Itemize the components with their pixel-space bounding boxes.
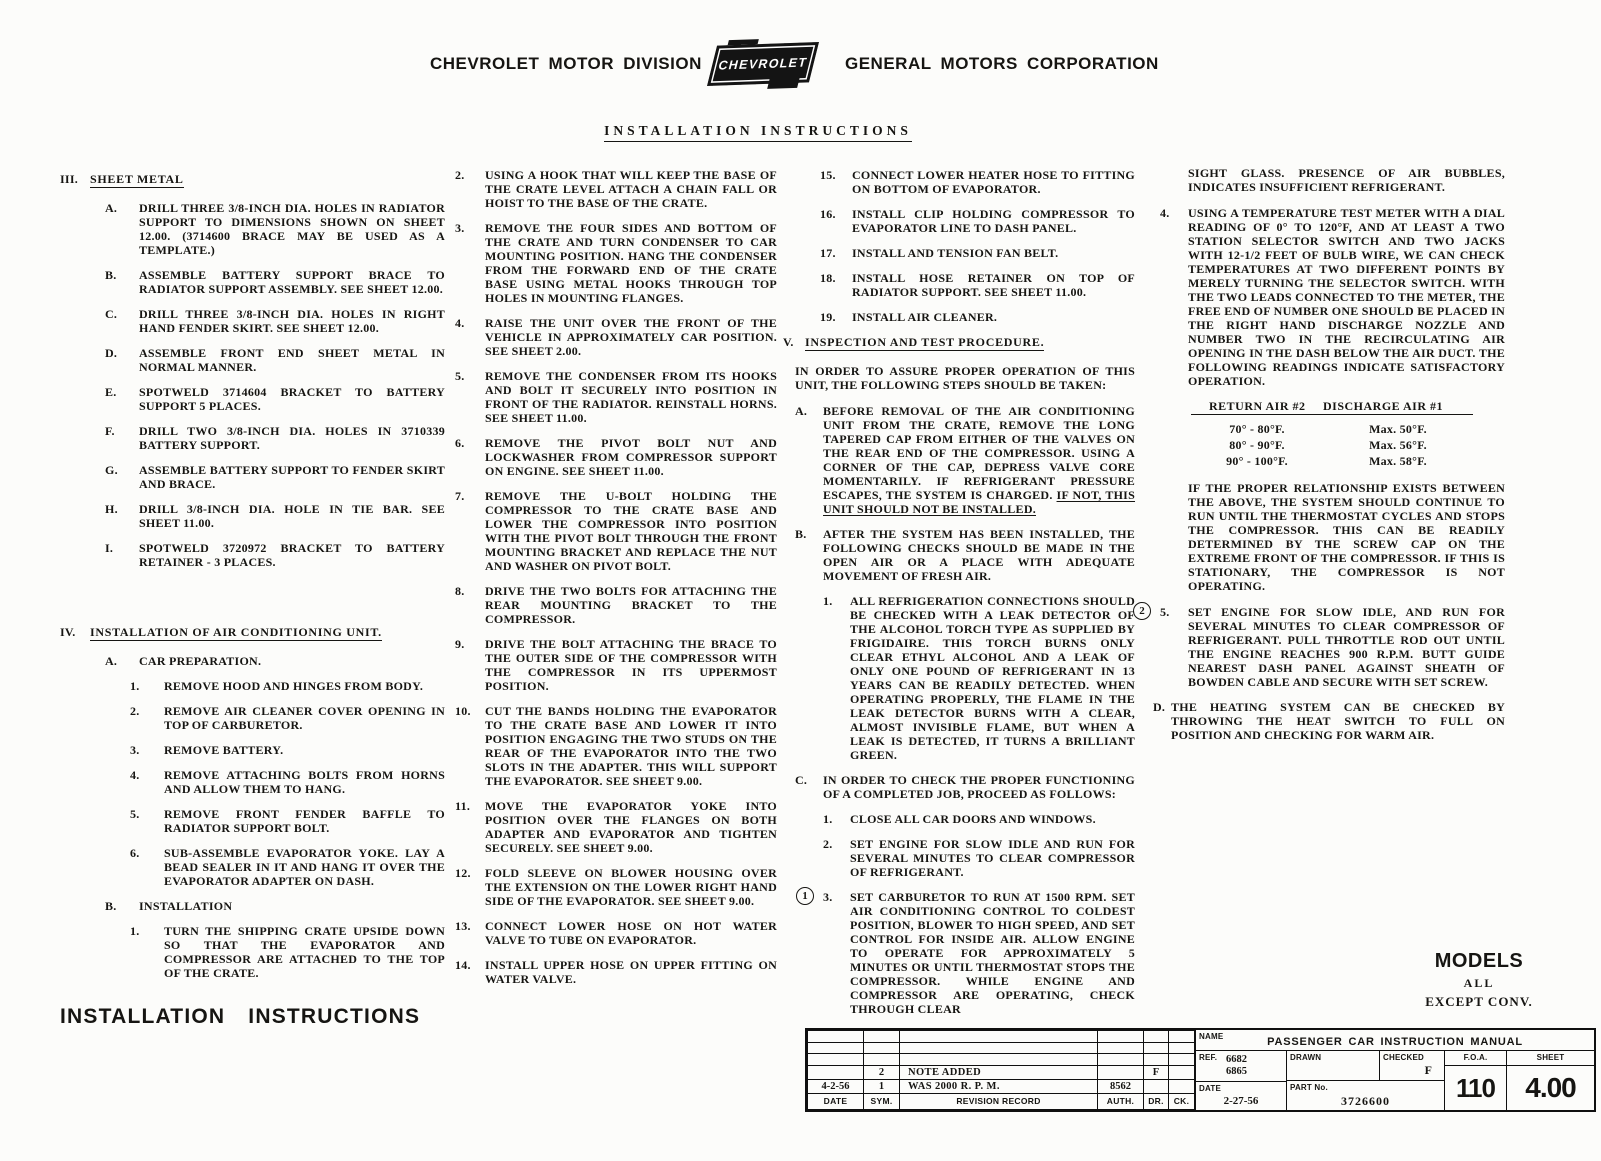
- item-label: 17.: [820, 246, 836, 260]
- item-text: ALL REFRIGERATION CONNECTIONS SHOULD BE CHECKED WITH A LEAK DETECTOR OF THE ALCOHOL TORCH TYPE AS SUPPLIED BY FRIGIDAIRE. THIS TORCH BURNS ONLY CLEAR ETHYL ALCOHOL AND A LEAK OF ONLY ONE POUND OF REFRIGERANT IN 13 YEARS CAN BE READILY DETECTED. WHEN OPERATING PROPERLY, THE FLAME IN THE LEAK DETECTOR BURNS WITH A CLEAR, ALMOST INVISIBLE FLAME, BUT WHEN A LEAK IS DETECTED, IT TURNS A BRILLIANT GREEN.: [850, 594, 1135, 762]
- item-label: 7.: [455, 489, 465, 503]
- item-label: 5.: [130, 807, 140, 821]
- item-label: 6.: [130, 846, 140, 860]
- list-item: [795, 404, 1135, 516]
- paragraph: IF THE PROPER RELATIONSHIP EXISTS BETWEEN THE ABOVE, THE SYSTEM SHOULD CONTINUE TO RUN UNTIL THE THERMOSTAT CYCLES AND STOPS THE COMPRESSOR. THIS CAN BE READILY DETERMINED BY THE SCREW CAP ON THE EXTREME FRONT OF THE COMPRESSOR. IF THIS IS STATIONARY, THE COMPRESSOR IS NOT OPERATING.: [1188, 481, 1505, 593]
- item-label: 5.: [455, 369, 465, 383]
- section-number: III.: [60, 172, 79, 186]
- drawn-label: DRAWN: [1290, 1053, 1322, 1062]
- list-item: [455, 584, 777, 626]
- item-label: D.: [105, 346, 118, 360]
- drawn-part-column: [1286, 1051, 1444, 1110]
- empty-cell: [864, 1054, 900, 1066]
- column-1: [60, 172, 445, 991]
- list-item: [1160, 206, 1505, 388]
- subsection-car-preparation: [105, 654, 445, 668]
- item-label: 13.: [455, 919, 471, 933]
- continuation-text: SIGHT GLASS. PRESENCE OF AIR BUBBLES, INDICATES INSUFFICIENT REFRIGERANT.: [1188, 166, 1505, 194]
- item-label: 2.: [823, 837, 833, 851]
- list-item: [105, 502, 445, 530]
- item-text: SPOTWELD 3714604 BRACKET TO BATTERY SUPPORT 5 PLACES.: [139, 385, 445, 413]
- item-label: 6.: [455, 436, 465, 450]
- item-label: 4.: [1160, 206, 1170, 220]
- item-text: RAISE THE UNIT OVER THE FRONT OF THE VEHICLE IN APPROXIMATELY CAR POSITION. SEE SHEET 2.00.: [485, 316, 777, 358]
- list-item: [820, 207, 1135, 235]
- return-air-value: 80° - 90°F.: [1229, 438, 1285, 452]
- item-text: REMOVE AIR CLEANER COVER OPENING IN TOP OF CARBURETOR.: [164, 704, 445, 732]
- empty-cell: [1169, 1054, 1195, 1066]
- header-sym: SYM.: [864, 1093, 900, 1109]
- item-label: 14.: [455, 958, 471, 972]
- list-item: [130, 807, 445, 835]
- ref-values: [1226, 1054, 1247, 1078]
- item-label: 15.: [820, 168, 836, 182]
- list-item: [105, 346, 445, 374]
- revision-row: [808, 1066, 1195, 1080]
- list-item: [130, 924, 445, 980]
- list-item: [795, 773, 1135, 801]
- list-item: [455, 436, 777, 478]
- list-item: [455, 489, 777, 573]
- item-text: CONNECT LOWER HOSE ON HOT WATER VALVE TO TUBE ON EVAPORATOR.: [485, 919, 777, 947]
- list-item: [105, 268, 445, 296]
- item-text: IN ORDER TO CHECK THE PROPER FUNCTIONING OF A COMPLETED JOB, PROCEED AS FOLLOWS:: [823, 773, 1135, 801]
- page-title: INSTALLATION INSTRUCTIONS: [604, 123, 912, 142]
- sheet-value: 4.00: [1525, 1072, 1576, 1103]
- item-text: AFTER THE SYSTEM HAS BEEN INSTALLED, THE FOLLOWING CHECKS SHOULD BE MADE IN THE OPEN AIR OR A PLACE WITH ADEQUATE MOVEMENT OF FRESH AIR.: [823, 527, 1135, 583]
- page-title-wrap: [0, 122, 1516, 142]
- item-label: D.: [1153, 700, 1166, 714]
- section-number: V.: [783, 335, 794, 349]
- list-item: [455, 919, 777, 947]
- corporation-title: GENERAL MOTORS CORPORATION: [845, 54, 1159, 73]
- date-cell: [1196, 1082, 1286, 1110]
- item-label: B.: [795, 527, 807, 541]
- item-label: A.: [105, 654, 118, 668]
- column-3: [783, 168, 1135, 1027]
- item-label: 4.: [130, 768, 140, 782]
- item-text: REMOVE BATTERY.: [164, 743, 284, 757]
- empty-cell: [864, 1042, 900, 1054]
- empty-cell: [1098, 1054, 1144, 1066]
- empty-cell: [808, 1054, 864, 1066]
- item-text: INSTALL UPPER HOSE ON UPPER FITTING ON WATER VALVE.: [485, 958, 777, 986]
- item-text: REMOVE THE FOUR SIDES AND BOTTOM OF THE CRATE AND TURN CONDENSER TO CAR MOUNTING POSITION. HANG THE CONDENSER FROM THE FORWARD END OF THE CRATE BASE USING METAL HOOKS THROUGH TOP HOLES IN MOUNTING FLANGES.: [485, 221, 777, 305]
- list-item: [105, 307, 445, 335]
- empty-cell: [1169, 1031, 1195, 1043]
- item-text: USING A TEMPERATURE TEST METER WITH A DIAL READING OF 0° TO 120°F, AND AT LEAST A TWO STATION SELECTOR SWITCH AND TWO JACKS WITH 12-1/2 FEET OF BULB WIRE, WE CAN CHECK TEMPERATURES AT TWO DIFFERENT POINTS BY MERELY TURNING THE SELECTOR SWITCH. WITH THE TWO LEADS CONNECTED TO THE METER, THE FREE END OF NUMBER ONE SHOULD BE PLACED IN THE RIGHT HAND DISCHARGE NOZZLE AND NUMBER TWO IN THE RECIRCULATING AIR OPENING IN THE DASH BELOW THE AIR DUCT. THE FOLLOWING READINGS INDICATE SATISFACTORY OPERATION.: [1188, 206, 1505, 388]
- item-text: THE HEATING SYSTEM CAN BE CHECKED BY THROWING THE HEAT SWITCH TO FULL ON POSITION AND CHECKING FOR WARM AIR.: [1171, 700, 1505, 742]
- empty-cell: [808, 1031, 864, 1043]
- revision-sym: 1: [864, 1080, 900, 1094]
- foa-value: 110: [1456, 1072, 1495, 1103]
- item-label: 11.: [455, 799, 471, 813]
- return-air-header: RETURN AIR #2: [1209, 399, 1306, 413]
- sheet-label: SHEET: [1507, 1051, 1594, 1066]
- section-title: INSPECTION AND TEST PROCEDURE.: [805, 335, 1045, 349]
- item-label: 3.: [130, 743, 140, 757]
- item-label: A.: [105, 201, 118, 215]
- date-value: 2-27-56: [1223, 1094, 1259, 1107]
- part-number-cell: [1287, 1081, 1444, 1110]
- table-row: [1191, 438, 1491, 452]
- ref-label: REF.: [1199, 1053, 1218, 1062]
- revision-mark-circle: 2: [1133, 602, 1151, 620]
- item-label: C.: [105, 307, 118, 321]
- list-item: [823, 594, 1135, 762]
- chevrolet-logo-text: CHEVROLET: [707, 42, 819, 86]
- revision-sym: 2: [864, 1066, 900, 1080]
- title-block: [805, 1028, 1596, 1112]
- item-text: CONNECT LOWER HEATER HOSE TO FITTING ON BOTTOM OF EVAPORATOR.: [852, 168, 1135, 196]
- list-item: [823, 812, 1135, 826]
- header-record: REVISION RECORD: [900, 1093, 1098, 1109]
- discharge-air-value: Max. 50°F.: [1369, 422, 1427, 436]
- header-date: DATE: [808, 1093, 864, 1109]
- section-inspection-test-procedure: [783, 335, 1135, 351]
- revision-record-table: [807, 1030, 1195, 1110]
- item-label: 5.: [1160, 605, 1170, 619]
- empty-cell: [1144, 1031, 1169, 1043]
- item-text: DRILL 3/8-INCH DIA. HOLE IN TIE BAR. SEE SHEET 11.00.: [139, 502, 445, 530]
- header-ck: CK.: [1169, 1093, 1195, 1109]
- empty-cell: [900, 1054, 1098, 1066]
- list-item: [455, 369, 777, 425]
- item-label: 4.: [455, 316, 465, 330]
- item-label: 18.: [820, 271, 836, 285]
- item-text: FOLD SLEEVE ON BLOWER HOUSING OVER THE EXTENSION ON THE LOWER RIGHT HAND SIDE OF THE EVAPORATOR. SEE SHEET 9.00.: [485, 866, 777, 908]
- item-text: INSTALL HOSE RETAINER ON TOP OF RADIATOR SUPPORT. SEE SHEET 11.00.: [852, 271, 1135, 299]
- return-air-value: 90° - 100°F.: [1226, 454, 1288, 468]
- empty-cell: [1169, 1042, 1195, 1054]
- manual-name: PASSENGER CAR INSTRUCTION MANUAL: [1267, 1036, 1523, 1048]
- list-item: [105, 385, 445, 413]
- foa-label: F.O.A.: [1445, 1051, 1506, 1066]
- column-2: [455, 168, 777, 997]
- table-header-row: [1191, 399, 1491, 415]
- item-text: REMOVE ATTACHING BOLTS FROM HORNS AND ALLOW THEM TO HANG.: [164, 768, 445, 796]
- list-item: [130, 679, 445, 693]
- item-text: CUT THE BANDS HOLDING THE EVAPORATOR TO THE CRATE BASE AND LOWER IT INTO POSITION ENGAGING THE TWO STUDS ON THE REAR OF THE EVAPORATOR INTO THE TWO SLOTS IN THE ADAPTER. THIS WILL SUPPORT THE EVAPORATOR. SEE SHEET 9.00.: [485, 704, 777, 788]
- item-label: 1.: [823, 594, 833, 608]
- section-sheet-metal: [60, 172, 445, 188]
- header-auth: AUTH.: [1098, 1093, 1144, 1109]
- item-text-underlined: IF NOT, THIS UNIT SHOULD NOT BE INSTALLED.: [823, 488, 1136, 516]
- item-label: A.: [795, 404, 808, 418]
- chevrolet-bowtie-logo-icon: [711, 42, 814, 86]
- column-4: [1139, 166, 1505, 753]
- item-text: ASSEMBLE BATTERY SUPPORT BRACE TO RADIATOR SUPPORT ASSEMBLY. SEE SHEET 12.00.: [139, 268, 445, 296]
- item-label: E.: [105, 385, 117, 399]
- list-item: [130, 846, 445, 888]
- table-row: [1191, 454, 1491, 468]
- item-text: SET ENGINE FOR SLOW IDLE AND RUN FOR SEVERAL MINUTES TO CLEAR COMPRESSOR OF REFRIGERANT.: [850, 837, 1135, 879]
- masthead: [0, 40, 1601, 102]
- revision-auth: 8562: [1098, 1080, 1144, 1094]
- empty-cell: [900, 1031, 1098, 1043]
- revision-date: 4-2-56: [808, 1080, 864, 1094]
- item-text: DRILL THREE 3/8-INCH DIA. HOLES IN RADIATOR SUPPORT TO DIMENSIONS SHOWN ON SHEET 12.00. (3714600 BRACE MAY BE USED AS A TEMPLATE.): [139, 201, 445, 257]
- models-title: MODELS: [1434, 950, 1524, 972]
- table-header-cell: [1323, 399, 1473, 415]
- item-text: DRILL THREE 3/8-INCH DIA. HOLES IN RIGHT HAND FENDER SKIRT. SEE SHEET 12.00.: [139, 307, 445, 335]
- drawn-cell: [1287, 1051, 1380, 1080]
- part-number-value: 3726600: [1341, 1094, 1390, 1108]
- empty-cell: [1144, 1042, 1169, 1054]
- item-text: DRIVE THE TWO BOLTS FOR ATTACHING THE REAR MOUNTING BRACKET TO THE COMPRESSOR.: [485, 584, 777, 626]
- ref-value: 6865: [1226, 1066, 1247, 1077]
- empty-cell: [1098, 1042, 1144, 1054]
- list-item: [130, 768, 445, 796]
- revision-dr: F: [1144, 1066, 1169, 1080]
- revision-auth: [1098, 1066, 1144, 1080]
- division-title: CHEVROLET MOTOR DIVISION: [430, 54, 702, 73]
- revision-ck: [1169, 1066, 1195, 1080]
- item-label: 16.: [820, 207, 836, 221]
- title-block-info: [1195, 1030, 1594, 1110]
- list-item: [130, 704, 445, 732]
- empty-cell: [900, 1042, 1098, 1054]
- item-text: INSTALL AND TENSION FAN BELT.: [852, 246, 1059, 260]
- item-text: DRILL TWO 3/8-INCH DIA. HOLES IN 3710339 BATTERY SUPPORT.: [139, 424, 445, 452]
- item-text: MOVE THE EVAPORATOR YOKE INTO POSITION OVER THE FLANGES ON BOTH ADAPTER AND EVAPORATOR AND TIGHTEN SECURELY. SEE SHEET 9.00.: [485, 799, 777, 855]
- item-label: 9.: [455, 637, 465, 651]
- item-text: REMOVE THE PIVOT BOLT NUT AND LOCKWASHER FROM COMPRESSOR SUPPORT ON ENGINE. SEE SHEET 11.00.: [485, 436, 777, 478]
- date-label: DATE: [1199, 1083, 1221, 1093]
- item-label: B.: [105, 899, 117, 913]
- item-label: 3.: [455, 221, 465, 235]
- item-label: 2.: [455, 168, 465, 182]
- revision-ck: [1169, 1080, 1195, 1094]
- checked-label: CHECKED: [1383, 1053, 1424, 1062]
- revision-empty-row: [808, 1054, 1195, 1066]
- item-text: SET CARBURETOR TO RUN AT 1500 RPM. SET AIR CONDITIONING CONTROL TO COLDEST POSITION, BLOWER TO HIGH SPEED, AND SET CONTROL FOR INSIDE AIR. ALLOW ENGINE TO OPERATE FOR APPROXIMATELY 5 MINUTES OR UNTIL THERMOSTAT STOPS THE COMPRESSOR. WHILE ENGINE AND COMPRESSOR ARE OPERATING, CHECK THROUGH CLEAR: [850, 890, 1135, 1016]
- temperature-readings-table: [1191, 399, 1491, 468]
- item-text-part: BEFORE REMOVAL OF THE AIR CONDITIONING UNIT FROM THE CRATE, REMOVE THE LONG TAPERED CAP FROM EITHER OF THE VALVES ON THE REAR END OF THE COMPRESSOR. USING A CORNER OF THE CAP, DEPRESS VALVE CORE MOMENTARILY. IF REFRIGERANT PRESSURE ESCAPES, THE SYSTEM IS CHARGED.: [823, 404, 1135, 502]
- list-item: [1139, 605, 1505, 689]
- list-item: [820, 246, 1135, 260]
- name-cell: [1196, 1030, 1594, 1051]
- models-line: ALL: [1463, 976, 1495, 990]
- foa-column: [1444, 1051, 1506, 1110]
- section-number: IV.: [60, 625, 76, 639]
- subsection-title: CAR PREPARATION.: [139, 654, 262, 668]
- item-text: TURN THE SHIPPING CRATE UPSIDE DOWN SO THAT THE EVAPORATOR AND COMPRESSOR ARE ATTACHED TO THE TOP OF THE CRATE.: [164, 924, 445, 980]
- list-item: [823, 837, 1135, 879]
- revision-row: [808, 1080, 1195, 1094]
- list-item: [455, 316, 777, 358]
- list-item: [455, 637, 777, 693]
- item-text: REMOVE THE CONDENSER FROM ITS HOOKS AND BOLT IT SECURELY INTO POSITION IN FRONT OF THE RADIATOR. REINSTALL HORNS. SEE SHEET 11.00.: [485, 369, 777, 425]
- title-block-body: [1196, 1051, 1594, 1110]
- item-text: CLOSE ALL CAR DOORS AND WINDOWS.: [850, 812, 1096, 826]
- part-label: PART No.: [1290, 1083, 1328, 1092]
- revision-header-row: [808, 1093, 1195, 1109]
- discharge-air-value: Max. 56°F.: [1369, 438, 1427, 452]
- subsection-title: INSTALLATION: [139, 899, 233, 913]
- item-text: REMOVE HOOD AND HINGES FROM BODY.: [164, 679, 424, 693]
- empty-cell: [1144, 1054, 1169, 1066]
- list-item: [455, 866, 777, 908]
- item-text: DRIVE THE BOLT ATTACHING THE BRACE TO THE OUTER SIDE OF THE COMPRESSOR WITH THE COMPRESSOR IN ITS UPPERMOST POSITION.: [485, 637, 777, 693]
- discharge-air-value: Max. 58°F.: [1369, 454, 1427, 468]
- checked-cell: [1380, 1051, 1444, 1080]
- revision-empty-row: [808, 1042, 1195, 1054]
- footer-title: INSTALLATION INSTRUCTIONS: [60, 1005, 421, 1028]
- empty-cell: [864, 1031, 900, 1043]
- item-text: INSTALL AIR CLEANER.: [852, 310, 998, 324]
- item-label: I.: [105, 541, 114, 555]
- section-title: INSTALLATION OF AIR CONDITIONING UNIT.: [90, 625, 382, 639]
- list-item: [820, 310, 1135, 324]
- revision-empty-row: [808, 1031, 1195, 1043]
- item-text: [823, 404, 1135, 516]
- name-label: NAME: [1199, 1032, 1224, 1041]
- table-row: [1191, 422, 1491, 436]
- list-item: [105, 541, 445, 569]
- item-text: SET ENGINE FOR SLOW IDLE, AND RUN FOR SEVERAL MINUTES TO CLEAR COMPRESSOR OF REFRIGERANT. PULL THROTTLE ROD OUT UNTIL THE ENGINE REACHES 900 R.P.M. BUTT GUIDE NEAREST DASH PANEL AGAINST SHEATH OF BOWDEN CABLE AND SECURE WITH SET SCREW.: [1188, 605, 1505, 689]
- section-installation-ac-unit: [60, 625, 445, 641]
- return-air-value: 70° - 80°F.: [1229, 422, 1285, 436]
- item-text: SUB-ASSEMBLE EVAPORATOR YOKE. LAY A BEAD SEALER IN IT AND HANG IT OVER THE EVAPORATOR ADAPTER ON DASH.: [164, 846, 445, 888]
- item-label: 12.: [455, 866, 471, 880]
- list-item: [105, 201, 445, 257]
- sheet-column: [1506, 1051, 1594, 1110]
- item-label: B.: [105, 268, 117, 282]
- item-label: G.: [105, 463, 118, 477]
- item-label: F.: [105, 424, 115, 438]
- checked-value: F: [1424, 1063, 1432, 1077]
- list-item: [820, 271, 1135, 299]
- item-label: 3.: [823, 890, 833, 904]
- list-item: [455, 221, 777, 305]
- empty-cell: [1098, 1031, 1144, 1043]
- revision-dr: [1144, 1080, 1169, 1094]
- item-label: H.: [105, 502, 118, 516]
- list-item: [455, 799, 777, 855]
- subsection-installation: [105, 899, 445, 913]
- list-item: [795, 527, 1135, 583]
- list-item: [802, 890, 1135, 1016]
- item-text: REMOVE FRONT FENDER BAFFLE TO RADIATOR SUPPORT BOLT.: [164, 807, 445, 835]
- item-label: 8.: [455, 584, 465, 598]
- empty-cell: [808, 1042, 864, 1054]
- item-label: 1.: [130, 924, 140, 938]
- item-label: 19.: [820, 310, 836, 324]
- item-text: INSTALL CLIP HOLDING COMPRESSOR TO EVAPORATOR LINE TO DASH PANEL.: [852, 207, 1135, 235]
- list-item: [455, 168, 777, 210]
- item-text: ASSEMBLE FRONT END SHEET METAL IN NORMAL MANNER.: [139, 346, 445, 374]
- revision-mark-circle: 1: [796, 887, 814, 905]
- table-header-cell: [1191, 399, 1323, 415]
- discharge-air-header: DISCHARGE AIR #1: [1323, 399, 1444, 413]
- item-label: 10.: [455, 704, 471, 718]
- item-text: SPOTWELD 3720972 BRACKET TO BATTERY RETAINER - 3 PLACES.: [139, 541, 445, 569]
- ref-value: 6682: [1226, 1054, 1247, 1065]
- ref-cell: [1196, 1051, 1286, 1082]
- list-item: [130, 743, 445, 757]
- list-item: [1153, 700, 1505, 742]
- drawn-checked-row: [1287, 1051, 1444, 1081]
- list-item: [455, 704, 777, 788]
- item-label: 2.: [130, 704, 140, 718]
- section-intro: IN ORDER TO ASSURE PROPER OPERATION OF THIS UNIT, THE FOLLOWING STEPS SHOULD BE TAKEN:: [795, 364, 1135, 392]
- item-label: 1.: [130, 679, 140, 693]
- revision-record: WAS 2000 R. P. M.: [900, 1080, 1098, 1094]
- list-item: [105, 424, 445, 452]
- models-line: EXCEPT CONV.: [1425, 994, 1533, 1009]
- list-item: [105, 463, 445, 491]
- item-label: C.: [795, 773, 808, 787]
- item-text: REMOVE THE U-BOLT HOLDING THE COMPRESSOR TO THE CRATE BASE AND LOWER THE COMPRESSOR INTO POSITION WITH THE PIVOT BOLT THROUGH THE FRONT MOUNTING BRACKET AND REPLACE THE NUT AND WASHER ON PIVOT BOLT.: [485, 489, 777, 573]
- item-text: USING A HOOK THAT WILL KEEP THE BASE OF THE CRATE LEVEL ATTACH A CHAIN FALL OR HOIST TO THE BASE OF THE CRATE.: [485, 168, 777, 210]
- item-text: ASSEMBLE BATTERY SUPPORT TO FENDER SKIRT AND BRACE.: [139, 463, 445, 491]
- item-label: 1.: [823, 812, 833, 826]
- header-dr: DR.: [1144, 1093, 1169, 1109]
- revision-record: NOTE ADDED: [900, 1066, 1098, 1080]
- ref-date-column: [1196, 1051, 1286, 1110]
- list-item: [820, 168, 1135, 196]
- models-block: [1396, 950, 1562, 1010]
- revision-date: [808, 1066, 864, 1080]
- section-title: SHEET METAL: [90, 172, 184, 186]
- list-item: [455, 958, 777, 986]
